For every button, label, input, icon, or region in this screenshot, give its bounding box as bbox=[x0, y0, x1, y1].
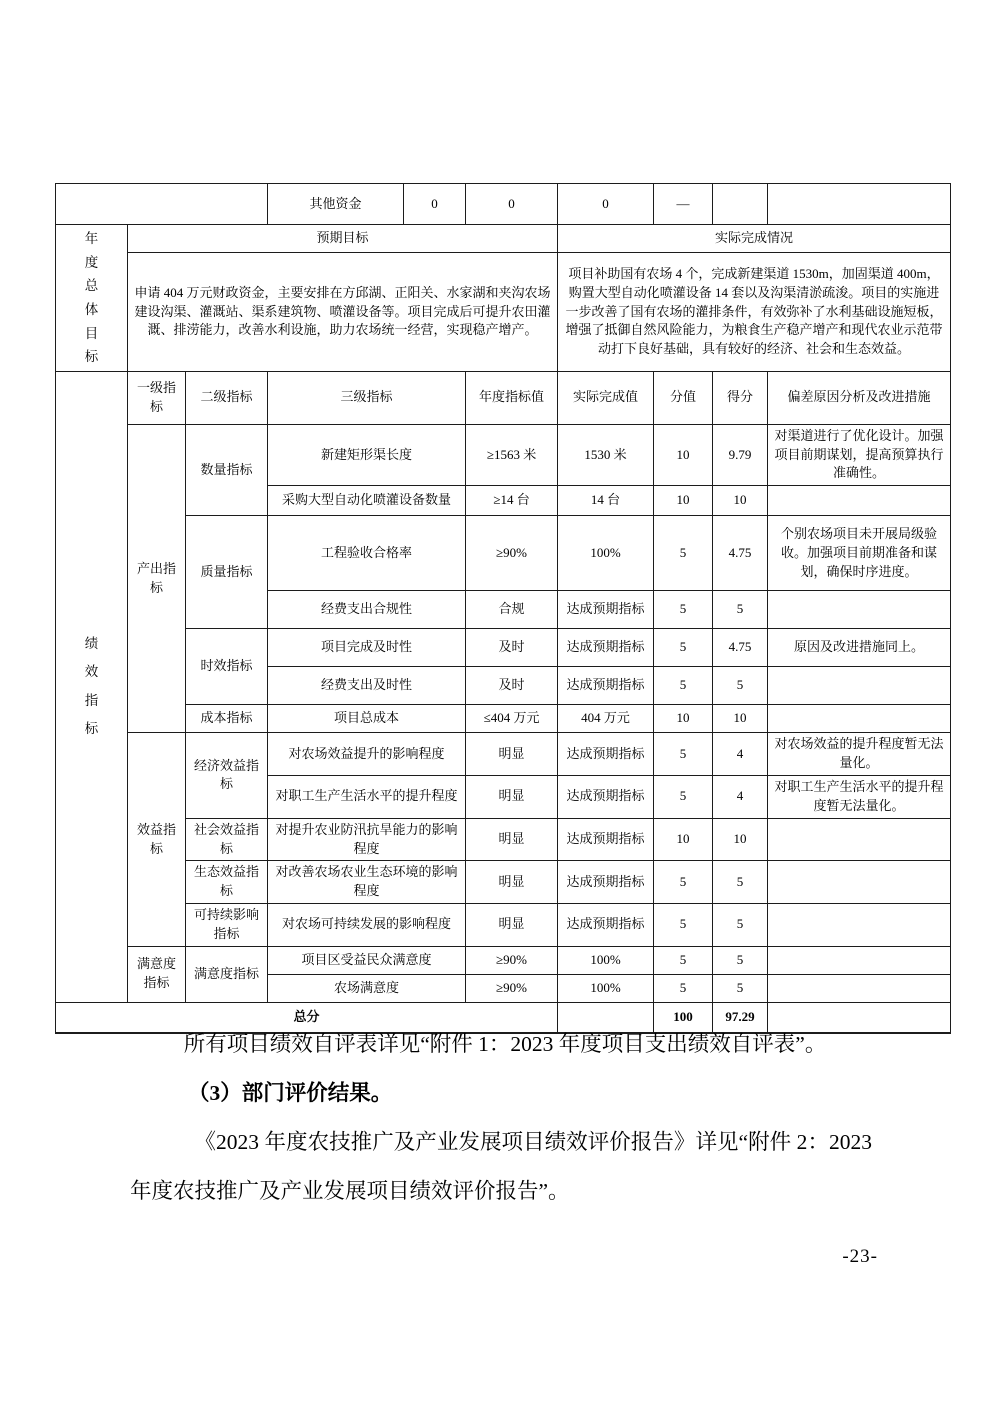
expected-goal-text: 申请 404 万元财政资金，主要安排在方邱湖、正阳关、水家湖和夹沟农场建设沟渠、灌溉站、渠系建筑物、喷灌设备等。项目完成后可提升农田灌溉、排涝能力，改善水利设施，助力农场统一经营，实现稳产增产。 bbox=[128, 253, 558, 372]
paragraph-evaluation-report: 《2023 年度农技推广及产业发展项目绩效评价报告》详见“附件 2：2023 年度农技推广及产业发展项目绩效评价报告”。 bbox=[130, 1130, 872, 1203]
remark-cell: 对渠道进行了优化设计。加强项目前期谋划，提高预算执行准确性。 bbox=[768, 424, 951, 486]
score-cell: 5 bbox=[713, 904, 768, 947]
remark-cell bbox=[768, 591, 951, 629]
level2-cell: 时效指标 bbox=[186, 629, 268, 705]
score-cell: 5 bbox=[713, 946, 768, 974]
actual-completion-text: 项目补助国有农场 4 个，完成新建渠道 1530m，加固渠道 400m，购置大型自动化喷灌设备 14 套以及沟渠清淤疏浚。项目的实施进一步改善了国有农场的灌排条件，有效弥补了水利基础设施短板，增强了抵御自然风险能力，为粮食生产稳产增产和现代农业示范带动打下良好基础，具有较好的经济、社会和生态效益。 bbox=[558, 253, 951, 372]
target-cell: 明显 bbox=[466, 818, 558, 861]
score-cell: 5 bbox=[713, 974, 768, 1002]
actual-cell: 达成预期指标 bbox=[558, 775, 654, 818]
level2-cell: 满意度指标 bbox=[186, 946, 268, 1002]
score-max-cell: 5 bbox=[654, 861, 713, 904]
score-max-cell: 5 bbox=[654, 516, 713, 591]
table-row bbox=[56, 818, 951, 861]
score-cell: 5 bbox=[713, 667, 768, 705]
target-cell: 及时 bbox=[466, 667, 558, 705]
header-score-max: 分值 bbox=[654, 371, 713, 424]
level1-cell: 效益指标 bbox=[128, 733, 186, 946]
score-max-cell: 5 bbox=[654, 667, 713, 705]
level3-cell: 对职工生产生活水平的提升程度 bbox=[268, 775, 466, 818]
table-row bbox=[56, 904, 951, 947]
level3-cell: 项目总成本 bbox=[268, 705, 466, 733]
target-cell: ≥90% bbox=[466, 516, 558, 591]
paragraph-self-evaluation: 所有项目绩效自评表详见“附件 1：2023 年度项目支出绩效自评表”。 bbox=[183, 1032, 827, 1056]
target-cell: ≥90% bbox=[466, 974, 558, 1002]
score-cell: 4 bbox=[713, 775, 768, 818]
actual-cell: 100% bbox=[558, 974, 654, 1002]
table-row-goal-content bbox=[56, 253, 951, 372]
indicators-side-label: 绩效指标 bbox=[56, 371, 128, 1002]
empty-cell bbox=[768, 184, 951, 225]
level3-cell: 对农场可持续发展的影响程度 bbox=[268, 904, 466, 947]
score-max-cell: 5 bbox=[654, 974, 713, 1002]
remark-cell bbox=[768, 667, 951, 705]
actual-cell: 100% bbox=[558, 516, 654, 591]
header-actual: 实际完成值 bbox=[558, 371, 654, 424]
level3-cell: 项目区受益民众满意度 bbox=[268, 946, 466, 974]
score-max-cell: 5 bbox=[654, 946, 713, 974]
remark-cell bbox=[768, 946, 951, 974]
target-cell: 明显 bbox=[466, 861, 558, 904]
remark-cell bbox=[768, 486, 951, 516]
remark-cell bbox=[768, 818, 951, 861]
performance-table bbox=[55, 183, 951, 1034]
score-cell: 10 bbox=[713, 818, 768, 861]
actual-cell: 100% bbox=[558, 946, 654, 974]
score-max-cell: 5 bbox=[654, 629, 713, 667]
level2-cell: 生态效益指标 bbox=[186, 861, 268, 904]
level2-cell: 质量指标 bbox=[186, 516, 268, 629]
annual-goal-side-label: 年度总体目标 bbox=[56, 225, 128, 372]
score-cell: 10 bbox=[713, 486, 768, 516]
actual-cell: 达成预期指标 bbox=[558, 861, 654, 904]
table-row bbox=[56, 705, 951, 733]
header-level3: 三级指标 bbox=[268, 371, 466, 424]
empty-cell bbox=[713, 184, 768, 225]
level3-cell: 经费支出合规性 bbox=[268, 591, 466, 629]
level3-cell: 对改善农场农业生态环境的影响程度 bbox=[268, 861, 466, 904]
table-row bbox=[56, 733, 951, 776]
actual-completion-header: 实际完成情况 bbox=[558, 225, 951, 253]
level3-cell: 工程验收合格率 bbox=[268, 516, 466, 591]
score-cell: 5 bbox=[713, 591, 768, 629]
level3-cell: 项目完成及时性 bbox=[268, 629, 466, 667]
actual-cell: 达成预期指标 bbox=[558, 733, 654, 776]
actual-cell: 达成预期指标 bbox=[558, 667, 654, 705]
table-row-indicator-header bbox=[56, 371, 951, 424]
level1-cell: 产出指标 bbox=[128, 424, 186, 733]
remark-cell: 原因及改进措施同上。 bbox=[768, 629, 951, 667]
score-cell: 9.79 bbox=[713, 424, 768, 486]
table-row bbox=[56, 861, 951, 904]
level2-cell: 数量指标 bbox=[186, 424, 268, 516]
level2-cell: 社会效益指标 bbox=[186, 818, 268, 861]
level3-cell: 经费支出及时性 bbox=[268, 667, 466, 705]
actual-cell: 1530 米 bbox=[558, 424, 654, 486]
score-cell: 4.75 bbox=[713, 629, 768, 667]
level3-cell: 对提升农业防汛抗旱能力的影响程度 bbox=[268, 818, 466, 861]
funding-value: — bbox=[654, 184, 713, 225]
score-cell: 4.75 bbox=[713, 516, 768, 591]
score-cell: 5 bbox=[713, 861, 768, 904]
header-level2: 二级指标 bbox=[186, 371, 268, 424]
header-score: 得分 bbox=[713, 371, 768, 424]
header-target: 年度指标值 bbox=[466, 371, 558, 424]
target-cell: 明显 bbox=[466, 775, 558, 818]
target-cell: ≤404 万元 bbox=[466, 705, 558, 733]
actual-cell: 达成预期指标 bbox=[558, 629, 654, 667]
remark-cell: 对职工生产生活水平的提升程度暂无法量化。 bbox=[768, 775, 951, 818]
level2-cell: 成本指标 bbox=[186, 705, 268, 733]
header-level1: 一级指标 bbox=[128, 371, 186, 424]
header-remark: 偏差原因分析及改进措施 bbox=[768, 371, 951, 424]
score-max-cell: 5 bbox=[654, 775, 713, 818]
table-row-funding bbox=[56, 184, 951, 225]
heading-department-evaluation: （3）部门评价结果。 bbox=[188, 1081, 393, 1105]
actual-cell: 14 台 bbox=[558, 486, 654, 516]
remark-cell bbox=[768, 974, 951, 1002]
score-max-cell: 5 bbox=[654, 733, 713, 776]
funding-value: 0 bbox=[404, 184, 466, 225]
table-row bbox=[56, 424, 951, 486]
remark-cell bbox=[768, 904, 951, 947]
expected-goal-header: 预期目标 bbox=[128, 225, 558, 253]
page-number: -23- bbox=[842, 1246, 878, 1267]
empty-cell bbox=[56, 184, 268, 225]
score-cell: 4 bbox=[713, 733, 768, 776]
total-score: 97.29 bbox=[713, 1002, 768, 1033]
score-max-cell: 5 bbox=[654, 591, 713, 629]
target-cell: ≥14 台 bbox=[466, 486, 558, 516]
actual-cell: 404 万元 bbox=[558, 705, 654, 733]
target-cell: ≥90% bbox=[466, 946, 558, 974]
level3-cell: 采购大型自动化喷灌设备数量 bbox=[268, 486, 466, 516]
level3-cell: 农场满意度 bbox=[268, 974, 466, 1002]
score-max-cell: 10 bbox=[654, 705, 713, 733]
level2-cell: 经济效益指标 bbox=[186, 733, 268, 818]
score-max-cell: 5 bbox=[654, 904, 713, 947]
remark-cell bbox=[768, 861, 951, 904]
remark-cell bbox=[768, 705, 951, 733]
remark-cell: 对农场效益的提升程度暂无法量化。 bbox=[768, 733, 951, 776]
score-max-cell: 10 bbox=[654, 486, 713, 516]
target-cell: 及时 bbox=[466, 629, 558, 667]
table-row-goal-header bbox=[56, 225, 951, 253]
score-cell: 10 bbox=[713, 705, 768, 733]
target-cell: 合规 bbox=[466, 591, 558, 629]
actual-cell: 达成预期指标 bbox=[558, 818, 654, 861]
body-text bbox=[130, 1020, 872, 1216]
level2-cell: 可持续影响指标 bbox=[186, 904, 268, 947]
actual-cell: 达成预期指标 bbox=[558, 591, 654, 629]
table-row bbox=[56, 946, 951, 974]
actual-cell: 达成预期指标 bbox=[558, 904, 654, 947]
target-cell: ≥1563 米 bbox=[466, 424, 558, 486]
table-row bbox=[56, 629, 951, 667]
funding-value: 0 bbox=[466, 184, 558, 225]
table-row bbox=[56, 516, 951, 591]
total-label: 总分 bbox=[56, 1002, 558, 1033]
level1-cell: 满意度指标 bbox=[128, 946, 186, 1002]
target-cell: 明显 bbox=[466, 733, 558, 776]
target-cell: 明显 bbox=[466, 904, 558, 947]
score-max-cell: 10 bbox=[654, 818, 713, 861]
total-score-max: 100 bbox=[654, 1002, 713, 1033]
funding-label: 其他资金 bbox=[268, 184, 404, 225]
score-max-cell: 10 bbox=[654, 424, 713, 486]
remark-cell: 个别农场项目未开展局级验收。加强项目前期准备和谋划，确保时序进度。 bbox=[768, 516, 951, 591]
funding-value: 0 bbox=[558, 184, 654, 225]
level3-cell: 对农场效益提升的影响程度 bbox=[268, 733, 466, 776]
level3-cell: 新建矩形渠长度 bbox=[268, 424, 466, 486]
